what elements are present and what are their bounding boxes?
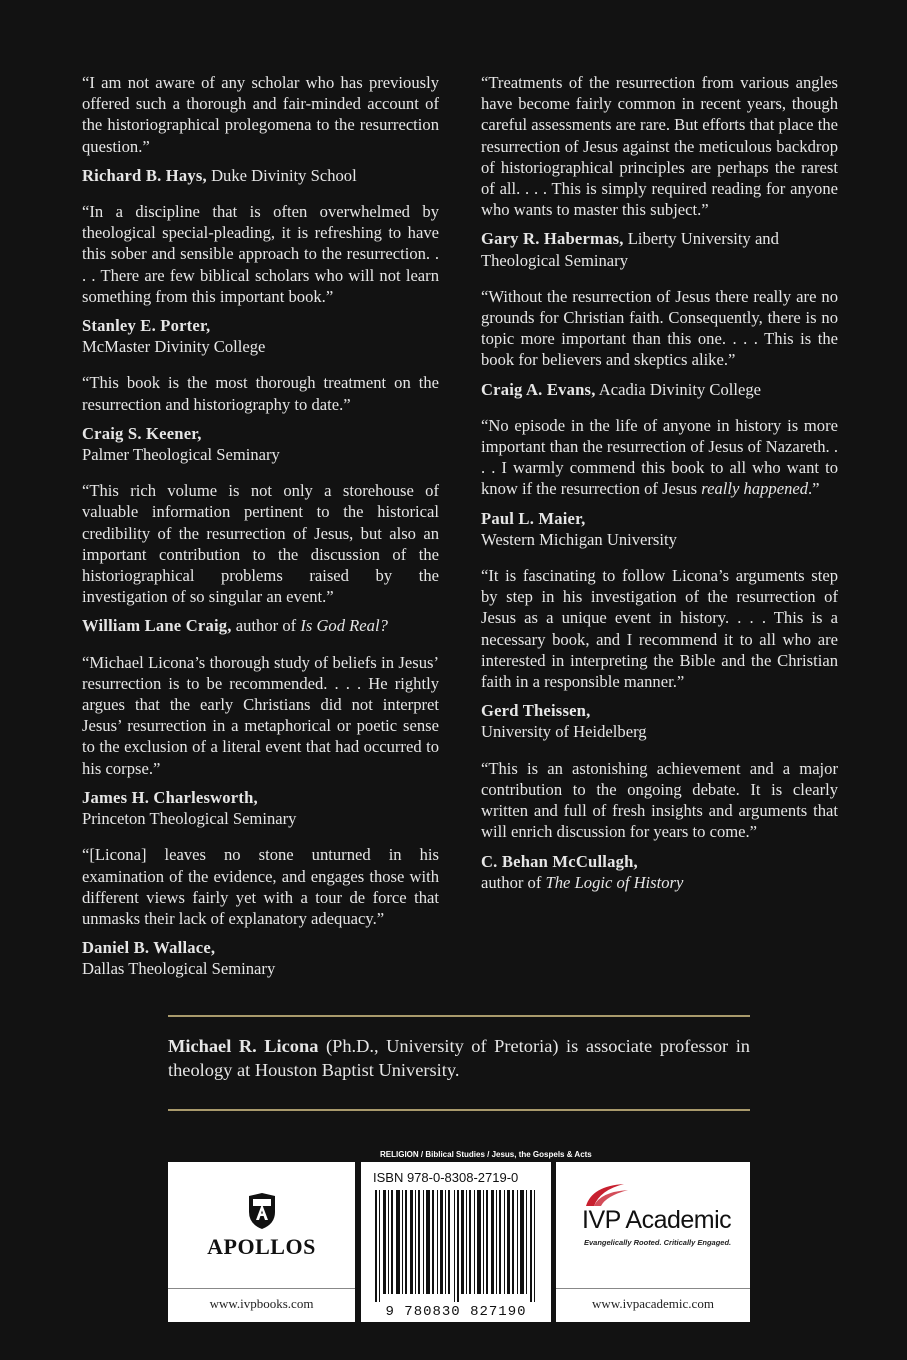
endorser-affiliation: McMaster Divinity College [82, 337, 266, 357]
ivp-swoosh-icon [584, 1182, 630, 1208]
endorsement-quote: “Michael Licona’s thorough study of beliefs in Jesus’ resurrection is to be recommended. . . . He rightly argues that the early Christians did not interpret Jesus’ resurrection in a metaphorical or poetic sense to the exclusion of a literal event that had occurred to his corpse.” [82, 652, 439, 778]
endorser-name: Craig A. Evans, [481, 379, 596, 399]
endorsement [481, 758, 838, 893]
endorser-affiliation: Western Michigan University [481, 529, 677, 549]
endorser-name: C. Behan McCullagh, [481, 851, 638, 871]
endorsement [82, 844, 439, 979]
apollos-website[interactable]: www.ivpbooks.com [168, 1296, 355, 1312]
endorser-name: Richard B. Hays, [82, 165, 207, 185]
ivp-tagline: Evangelically Rooted. Critically Engaged. [584, 1238, 732, 1247]
endorser-affiliation: author of [481, 872, 542, 892]
endorsement-quote: “This book is the most thorough treatment on the resurrection and historiography to date.” [82, 373, 439, 414]
apollos-logo-text: APOLLOS [207, 1234, 316, 1259]
endorsement-quote: “In a discipline that is often overwhelmed by theological special-pleading, it is refreshing to have this sober and sensible approach to the resurrection. . . . There are few biblical scholars who will not learn something from this important book.” [82, 202, 439, 306]
endorsement [82, 201, 439, 357]
ivp-academic-panel [556, 1162, 750, 1322]
endorsement [82, 372, 439, 465]
endorsement-attribution [82, 937, 439, 979]
endorsement-attribution [481, 508, 838, 550]
endorsement-attribution [481, 379, 838, 400]
endorsement-attribution [481, 228, 838, 270]
endorsement-attribution [481, 700, 838, 742]
endorsement [82, 72, 439, 186]
endorser-affiliation: Princeton Theological Seminary [82, 809, 297, 829]
top-divider [168, 1015, 750, 1017]
endorser-affiliation: author of [235, 616, 297, 636]
endorsement [481, 415, 838, 550]
barcode-icon [375, 1190, 539, 1302]
endorsement-attribution [82, 787, 439, 829]
endorsement-quote: “Treatments of the resurrection from various angles have become fairly common in recent years, though careful assessments are rare. But efforts that place the resurrection of Jesus against the meticulous backdrop of historiographical principles are perhaps the rarest of all. . . . This is simply required reading for anyone who wants to master this subject.” [481, 73, 838, 220]
ivp-website[interactable]: www.ivpacademic.com [556, 1296, 750, 1312]
endorser-name: Paul L. Maier, [481, 508, 586, 528]
endorser-name: James H. Charlesworth, [82, 787, 258, 807]
quote-text-end: .” [808, 479, 820, 499]
endorser-name: Gerd Theissen, [481, 701, 591, 721]
quote-emphasis: really happened [701, 479, 809, 499]
ivp-logo-text: IVP Academic [582, 1206, 732, 1234]
endorser-name: Stanley E. Porter, [82, 316, 211, 336]
endorsements-right-column [481, 72, 838, 908]
endorsement-quote: “I am not aware of any scholar who has previously offered such a thorough and fair-minded account of the historiographical prolegomena to the resurrection question.” [82, 73, 439, 156]
book-title: The Logic of History [545, 872, 684, 892]
barcode-digits: 9 780830 827190 [365, 1304, 547, 1320]
endorsement-quote: “Without the resurrection of Jesus there really are no grounds for Christian faith. Consequently, there is no topic more important than this one. . . . This is the book for believers and skeptics alike.” [481, 286, 838, 370]
endorser-affiliation: Acadia Divinity College [598, 379, 762, 399]
endorsements-left-column [82, 72, 439, 995]
endorsement-attribution [82, 423, 439, 465]
bottom-divider [168, 1109, 750, 1111]
category-line: RELIGION / Biblical Studies / Jesus, the Gospels & Acts [380, 1150, 592, 1159]
endorsement-attribution [82, 315, 439, 357]
apollos-shield-icon [246, 1192, 278, 1230]
endorsement [82, 652, 439, 830]
endorsement-quote: “This rich volume is not only a storehouse of valuable information pertinent to the historical credibility of the resurrection of Jesus, but also an important contribution to the discussion of the historiographical problems raised by the investigation of so singular an event.” [82, 481, 439, 607]
isbn-number: ISBN 978-0-8308-2719-0 [373, 1170, 519, 1185]
book-title: Is God Real? [300, 616, 388, 636]
endorser-affiliation: Palmer Theological Seminary [82, 445, 280, 465]
endorser-name: Daniel B. Wallace, [82, 938, 216, 958]
endorsement [481, 72, 838, 271]
endorsement-quote: “This is an astonishing achievement and a major contribution to the ongoing debate. It is clearly written and full of fresh insights and arguments that will enrich discussion for years to come.” [481, 758, 838, 842]
endorsement-attribution [82, 615, 439, 636]
endorsement-quote: “[Licona] leaves no stone unturned in his examination of the evidence, and engages those with different views fairly yet with a tour de force that unmasks their lack of explanatory adequacy.” [82, 845, 439, 928]
endorsement [481, 565, 838, 743]
endorser-affiliation: Duke Divinity School [211, 165, 357, 185]
endorser-name: William Lane Craig, [82, 616, 232, 636]
endorser-affiliation: Dallas Theological Seminary [82, 959, 276, 979]
endorser-name: Craig S. Keener, [82, 423, 202, 443]
quote-text: “No episode in the life of anyone in history is more important than the resurrection of Jesus of Nazareth. . . . I warmly commend this book to all who want to know if the resurrection of Jesus [481, 415, 838, 499]
endorser-affiliation: University of Heidelberg [481, 722, 647, 742]
isbn-barcode-panel [361, 1162, 551, 1322]
endorsement [82, 480, 439, 636]
author-bio-text: (Ph.D., University of Pretoria) is associate professor in theology at Houston Baptist University. [168, 1036, 750, 1080]
endorser-affiliation: Liberty University and Theological Seminary [481, 229, 779, 270]
author-bio [168, 1034, 750, 1082]
endorsement-quote: “It is fascinating to follow Licona’s arguments step by step in his investigation of the resurrection of Jesus as a unique event in history. . . . This is a necessary book, and I recommend it to all who are interested in interpreting the Bible and the Christian faith in a responsible manner.” [481, 566, 838, 692]
endorsement [481, 286, 838, 400]
endorser-name: Gary R. Habermas, [481, 229, 624, 249]
author-name: Michael R. Licona [168, 1036, 319, 1056]
endorsement-attribution [82, 165, 439, 186]
apollos-panel [168, 1162, 355, 1322]
endorsement-attribution [481, 851, 838, 893]
endorsement-quote [481, 415, 838, 500]
